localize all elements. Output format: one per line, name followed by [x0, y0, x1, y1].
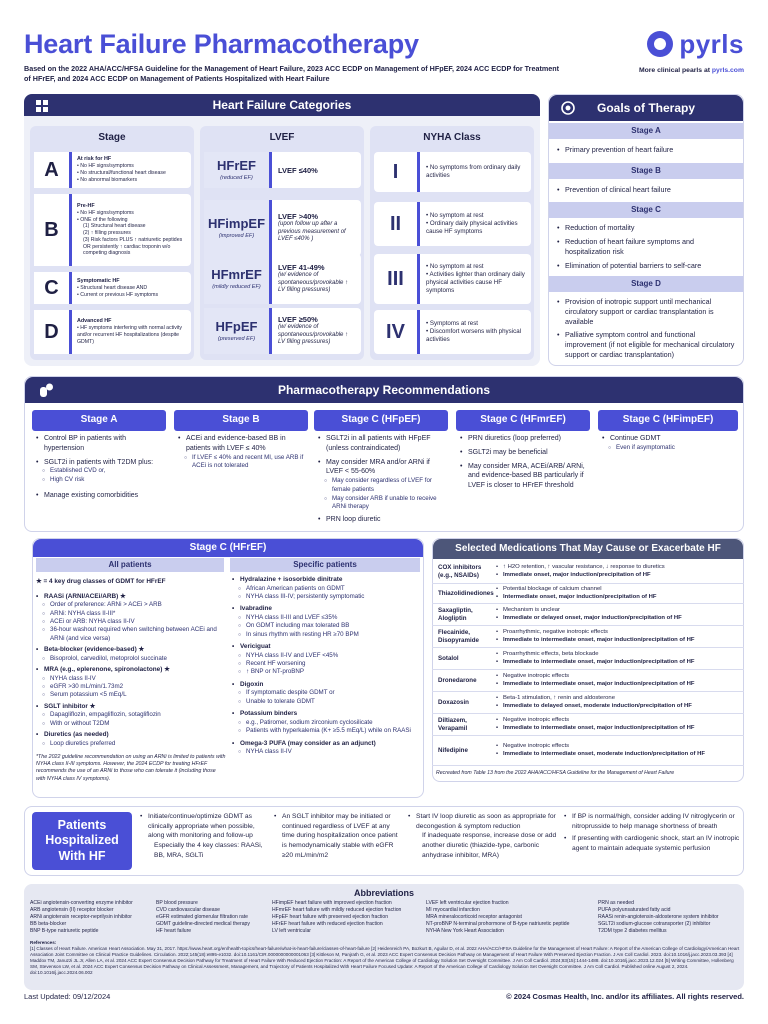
nyha-col-head: NYHA Class	[423, 132, 481, 143]
med-effects: • Beta-1 stimulation, ↑ renin and aldosterone • Immediate to delayed onset, moderate induction/precipitation of HF	[496, 693, 744, 712]
med-effects: • Proarrhythmic effects, beta blockade • Immediate to intermediate onset, major induction/precipitation of HF	[496, 649, 744, 668]
stage-desc: Pre-HF • No HF signs/symptoms • ONE of the following (1) Structural heart disease (2) ↑ filling pressures (3) Risk factors PLUS ↑ natriuretic peptides OR persistently ↑ cardiac troponin w/o competing diagnosis	[77, 202, 183, 257]
specific-patients-head: Specific patients	[230, 558, 420, 572]
goals-title: Goals of Therapy	[596, 100, 696, 115]
pharm-col-stage-c-hfimpef: • Continue GDMT ○ Even if asymptomatic	[602, 434, 736, 452]
med-effects: • Mechanism is unclear • Immediate or delayed onset, major induction/precipitation of HF	[496, 605, 744, 624]
nyha-num: I	[374, 152, 420, 192]
lvef-sub: (reduced EF)	[220, 174, 253, 181]
med-name: Diltiazem, Verapamil	[438, 716, 468, 732]
hf-categories-header	[24, 94, 540, 116]
lvef-note: (w/ evidence of spontaneous/provokable ↑ LV filling pressures)	[278, 324, 349, 346]
selected-med-row	[432, 714, 744, 736]
goal-item: • Primary prevention of heart failure	[549, 143, 743, 157]
goal-item: • Provision of inotropic support until mechanical circulatory support or cardiac transplantation is available	[549, 295, 743, 328]
nyha-desc: • No symptom at rest • Ordinary daily physical activities cause HF symptoms	[426, 211, 518, 236]
selected-med-row	[432, 626, 744, 648]
nyha-iii-row	[374, 254, 531, 304]
goals-panel	[548, 94, 744, 366]
more-pearls-link[interactable]	[639, 67, 744, 75]
med-name: Flecainide, Disopyramide	[438, 628, 479, 644]
abbr-col-2: BP blood pressure CVD cardiovascular disease eGFR estimated glomerular filtration rate GDMT guideline-directed medical therapy HF heart failure	[156, 900, 250, 934]
goal-item: • Elimination of potential barriers to self-care	[549, 259, 743, 273]
goal-item: • Prevention of clinical heart failure	[549, 183, 743, 197]
lvef-col-head: LVEF	[269, 132, 295, 143]
goal-item: • Palliative symptom control and functional improvement (if not eligible for mechanical circulatory support or cardiac transplantation)	[549, 328, 743, 361]
goal-stage-d-head: Stage D	[549, 276, 743, 292]
nyha-num: IV	[374, 310, 420, 354]
selected-med-row	[432, 692, 744, 714]
abbr-title: Abbreviations	[353, 888, 414, 898]
pharm-col-stage-c-hfmref: • PRN diuretics (loop preferred) • SGLT2i may be beneficial • May consider MRA, ACEi/ARB/ ARNi, and evidence-based BB particularly if LVEF is closer to HFrEF threshold	[460, 434, 590, 495]
pyrls-logo-icon	[647, 31, 673, 57]
copyright: © 2024 Cosmas Health, Inc. and/or its affiliates. All rights reserved.	[506, 992, 744, 1001]
stage-desc: Advanced HF • HF symptoms interfering with normal activity and/or recurrent HF hospitalizations (despite GDMT)	[77, 318, 183, 345]
nyha-num: III	[374, 254, 420, 304]
selected-meds-source: Recreated from Table 13 from the 2022 AHA/ACC/HFSA Guideline for the Management of Heart Failure	[436, 770, 675, 776]
lvef-sub: (improved EF)	[218, 232, 255, 239]
lvef-name: HFimpEF	[207, 216, 266, 232]
stage-d-row	[34, 310, 191, 354]
lvef-def: LVEF 41-49%	[278, 263, 325, 273]
lvef-sub: (mildly reduced EF)	[212, 283, 261, 290]
med-effects: • Negative inotropic effects • Immediate to intermediate onset, major induction/precipitation of HF	[496, 671, 744, 690]
pharm-col-head: Stage A	[32, 410, 166, 431]
pharm-col-stage-a: • Control BP in patients with hypertension • SGLT2i in patients with T2DM plus: ○ Established CVD or, ○ High CV risk • Manage existing comorbidities	[36, 434, 164, 505]
more-prefix: More clinical pearls at	[638, 67, 712, 74]
selected-meds-header: Selected Medications That May Cause or Exacerbate HF	[433, 539, 743, 559]
hosp-col-4: • If BP is normal/high, consider adding IV nitroglycerin or nitroprusside to help manage shortness of breath • If presenting with cardiogenic shock, start an IV inotropic agent to maintain adequate systemic perfusion	[564, 812, 740, 854]
lvef-note: (w/ evidence of spontaneous/provokable ↑ LV filling pressures)	[278, 272, 349, 294]
page-subtitle: Based on the 2022 AHA/ACC/HFSA Guideline for the Management of Heart Failure, 2023 ACC ECDP on Management of HFpEF, 2024 ACC ECDP for Treatment of HFrEF, and 2024 ACC ECDP on Management of Patients Hospitalized with Heart Failure	[24, 64, 560, 84]
selected-med-row	[432, 736, 744, 766]
references-label: References:	[30, 940, 57, 945]
stage-letter: A	[34, 152, 72, 188]
nyha-i-row	[374, 152, 531, 192]
hfref-all-list: ★ = 4 key drug classes of GDMT for HFrEF • RAASi (ARNI/ACEi/ARB) ★ ○ Order of preference: ARNi > ACEi > ARB ○ ARNi: NYHA class II-III* ○ ACEi or ARB: NYHA class II-IV ○ 36-hour washout required when switching between ACEi and ARNi (and vice versa) • Beta-blocker (evidence-based) ★ ○ Bisoprolol, carvedilol, metoprolol succinate • MRA (e.g., eplerenone, spironolactone) ★ ○ NYHA class II-IV ○ eGFR >30 mL/min/1.73m2 ○ Serum potassium <5 mEq/L • SGLT inhibitor ★ ○ Dapagliflozin, empagliflozin, sotagliflozin ○ With or without T2DM • Diuretics (as needed) ○ Loop diuretics preferred *The 2022 guideline recommendation on using an ARNi is limited to patients with NYHA class II-III symptoms. However, the 2024 ECDP for treating HFrEF recommends the use of an ARNi to those who can tolerate it (including those with NYHA class IV symptoms).	[36, 578, 226, 783]
hfref-header: Stage C (HFrEF)	[33, 539, 423, 557]
lvef-name: HFrEF	[217, 158, 256, 174]
page-title: Heart Failure Pharmacotherapy	[24, 29, 419, 59]
stage-a-row	[34, 152, 191, 188]
med-effects: • Negative inotropic effects • Immediate to intermediate onset, moderate induction/precipitation of HF	[496, 741, 744, 760]
goal-stage-c-head: Stage C	[549, 202, 743, 218]
abbr-col-4: LVEF left ventricular ejection fraction MI myocardial infarction MRA mineralocorticoid receptor antagonist NT-proBNP N-terminal prohormone of B-type natriuretic peptide NYHA New York Heart Association	[426, 900, 570, 934]
med-effects: • Potential blockage of calcium channel • Intermediate onset, major induction/precipitation of HF	[496, 584, 744, 603]
hosp-col-1: • Initiate/continue/optimize GDMT as clinically appropriate when possible, along with monitoring and follow-up Especially the 4 key classes: RAASi, BB, MRA, SGLTi	[140, 812, 268, 861]
lvef-name: HFmrEF	[211, 267, 262, 283]
med-name: Thiazolidinediones	[438, 589, 494, 597]
stage-b-row	[34, 194, 191, 266]
target-icon	[561, 101, 575, 120]
goal-stage-a-head: Stage A	[549, 123, 743, 139]
stage-col-head: Stage	[98, 132, 126, 143]
lvef-hfref-row	[204, 152, 361, 188]
pharm-col-head: Stage C (HFpEF)	[314, 410, 448, 431]
goal-item: • Reduction of mortality	[549, 221, 743, 235]
stage-letter: D	[34, 310, 72, 354]
selected-med-row	[432, 670, 744, 692]
selected-med-row	[432, 584, 744, 604]
goals-header	[549, 95, 743, 121]
abbr-col-1: ACEi angiotensin-converting enzyme inhibitor ARB angiotensin (II) receptor blocker ARNi angiotensin receptor-neprilysin inhibitor BB beta-blocker BNP B-type natriuretic peptide	[30, 900, 133, 934]
references	[30, 940, 740, 976]
med-name: Dronedarone	[438, 676, 477, 684]
med-name: Nifedipine	[438, 746, 468, 754]
pharm-col-stage-b: • ACEi and evidence-based BB in patients with LVEF ≤ 40% ○ If LVEF ≤ 40% and recent MI, use ARB if ACEi is not tolerated	[178, 434, 306, 471]
pharm-col-head: Stage C (HFmrEF)	[456, 410, 590, 431]
lvef-note: (upon follow up after a previous measurement of LVEF ≤40% )	[278, 221, 346, 243]
lvef-hfmref-row	[204, 254, 361, 304]
hosp-col-2: • An SGLT inhibitor may be initiated or continued regardless of LVEF at any time during hospitalization once patient is hemodynamically stable with eGFR ≥20 mL/min/m2	[274, 812, 402, 861]
lvef-sub: (preserved EF)	[217, 335, 256, 342]
brand-name: pyrls	[679, 29, 744, 59]
lvef-def: LVEF ≥50%	[278, 315, 318, 325]
med-effects: • ↑ H2O retention, ↑ vascular resistance, ↓ response to diuretics • Immediate onset, major induction/precipitation of HF	[496, 562, 744, 581]
hf-categories-panel	[24, 94, 540, 366]
med-name: Sotalol	[438, 654, 459, 662]
stage-desc: At risk for HF • No HF signs/symptoms • No structural/functional heart disease • No abnormal biomarkers	[77, 156, 166, 183]
pharm-col-head: Stage B	[174, 410, 308, 431]
nyha-iv-row	[374, 310, 531, 354]
med-effects: • Negative inotropic effects • Immediate to intermediate onset, major induction/precipitation of HF	[496, 715, 744, 734]
hfref-specific-list: • Hydralazine + isosorbide dinitrate ○ African American patients on GDMT ○ NYHA class III-IV; persistently symptomatic • Ivabradine ○ NYHA class II-III and LVEF ≤35% ○ On GDMT including max tolerated BB ○ In sinus rhythm with resting HR ≥70 BPM • Vericiguat ○ NYHA class II-IV and LVEF <45% ○ Recent HF worsening ○ ↑ BNP or NT-proBNP • Digoxin ○ If symptomatic despite GDMT or ○ Unable to tolerate GDMT • Potassium binders ○ e.g., Patiromer, sodium zirconium cyclosilicate ○ Patients with hyperkalemia (K+ ≥5.5 mEq/L) while on RAASi • Omega-3 PUFA (may consider as an adjunct) ○ NYHA class II-IV	[232, 576, 420, 757]
pharm-col-stage-c-hfpef: • SGLT2i in all patients with HFpEF (unless contraindicated) • May consider MRA and/or ARNi if LVEF < 55-60% ○ May consider regardless of LVEF for female patients ○ May consider ARB if unable to receive ARNi therapy • PRN loop diuretic	[318, 434, 448, 529]
abbr-col-3: HFimpEF heart failure with improved ejection fraction HFmrEF heart failure with mildly reduced ejection fraction HFpEF heart failure with preserved ejection fraction HFrEF heart failure with reduced ejection fraction LV left ventricular	[272, 900, 402, 934]
lvef-def: LVEF >40%	[278, 212, 319, 222]
med-effects: • Proarrhythmic, negative inotropic effects • Immediate to intermediate onset, major induction/precipitation of HF	[496, 627, 744, 646]
lvef-hfimpef-row	[204, 200, 361, 256]
more-link[interactable]: pyrls.com	[711, 67, 744, 74]
lvef-def: LVEF ≤40%	[278, 165, 318, 175]
nyha-desc: • Symptoms at rest • Discomfort worsens with physical activities	[426, 319, 522, 344]
abbr-col-5: PRN as needed PUFA polyunsaturated fatty acid RAASi renin-angiotensin-aldosterone system inhibitor SGLT2i sodium-glucose cotransporter (2) inhibitor T2DM type 2 diabetes mellitus	[598, 900, 719, 934]
stage-letter: C	[34, 272, 72, 304]
selected-med-row	[432, 604, 744, 626]
pharm-col-head: Stage C (HFimpEF)	[598, 410, 738, 431]
med-name: Doxazosin	[438, 698, 469, 706]
nyha-desc: • No symptoms from ordinary daily activities	[426, 163, 521, 179]
goal-stage-b-head: Stage B	[549, 163, 743, 179]
stage-letter: B	[34, 194, 72, 266]
grid-icon	[36, 99, 48, 117]
stage-desc: Symptomatic HF • Structural heart disease AND • Current or previous HF symptoms	[77, 277, 159, 298]
lvef-hfpef-row	[204, 308, 361, 354]
brand-logo[interactable]	[647, 28, 744, 61]
selected-med-row	[432, 560, 744, 584]
references-text: [1] Classes of Heart Failure. American Heart Association. May 31, 2017. https://www.heart.org/en/health-topics/heart-failure/what-is-heart-failure/classes-of-heart-failure [2] Heidenreich PA, Bozkurt B, Aguilar D, et al. 2022 AHA/ACC/HFSA Guideline for the Management of Heart Failure: A Report of the American College of Cardiology/American Heart Association Joint Committee on Clinical Practice Guidelines. Circulation. 2022;145(18):e895-e1032. doi:10.1161/CIR.0000000000001063 [3] Kittleson M, Panjrath G, et al. 2023 ACC Expert Consensus Decision Pathway on Management of Heart Failure With Preserved Ejection Fraction. J Am Coll Cardiol. 2023. doi:10.1016/j.jacc.2023.03.393 [4] Maddox TM, Januzzi JL Jr, Allen LA, et al. 2024 ACC Expert Consensus Decision Pathway for Treatment of Heart Failure With Reduced Ejection Fraction: A Report of the American College of Cardiology Solution Set Oversight Committee. J Am Coll Cardiol. 2024;83(15):1444-1488. doi:10.1016/j.jacc.2023.12.024 [5] Writing Committee, Hollenberg SM, Stevenson LW, et al. 2024 ACC Expert Consensus Decision Pathway on Clinical Assessment, Management, and Trajectory of Patients Hospitalized With Heart Failure Focused Update: A Report of the American College of Cardiology Solution Set Oversight Committee. J Am Coll Cardiol. Published online August 2, 2024. doi:10.1016/j.jacc.2024.06.002	[30, 945, 740, 975]
pharm-title: Pharmacotherapy Recommendations	[277, 382, 491, 397]
goal-item: • Reduction of heart failure symptoms and hospitalization risk	[549, 235, 743, 258]
nyha-num: II	[374, 202, 420, 246]
stage-c-row	[34, 272, 191, 304]
hosp-title: Patients Hospitalized With HF	[32, 812, 132, 870]
nyha-desc: • No symptom at rest • Activities lighter than ordinary daily physical activities cause HF symptoms	[426, 262, 525, 295]
lvef-name: HFpEF	[215, 319, 258, 335]
pills-icon	[39, 383, 53, 402]
med-name: COX inhibitors (e.g., NSAIDs)	[438, 563, 482, 579]
hf-categories-title: Heart Failure Categories	[212, 97, 352, 112]
selected-med-row	[432, 648, 744, 670]
nyha-ii-row	[374, 202, 531, 246]
hosp-col-3: • Start IV loop diuretic as soon as appropriate for decongestion & symptom reduction If inadequate response, increase dose or add another diuretic (thiazide-type, carbonic anhydrase inhibitor, MRA)	[408, 812, 558, 861]
last-updated: Last Updated: 09/12/2024	[24, 992, 111, 1001]
all-patients-head: All patients	[36, 558, 224, 572]
med-name: Saxagliptin, Alogliptin	[438, 606, 473, 622]
pharm-header	[25, 377, 743, 403]
